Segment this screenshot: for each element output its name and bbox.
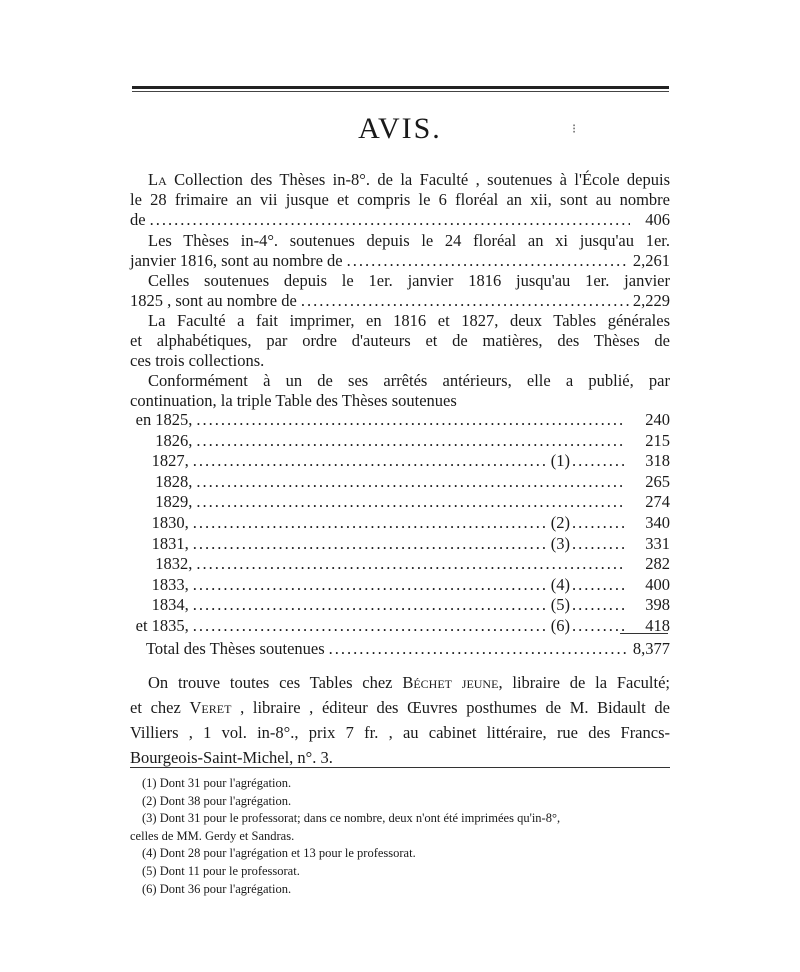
print-speck: ⁝ <box>572 122 577 137</box>
row-footnote-ref: (2) <box>550 512 570 532</box>
row-year: 1832, <box>155 554 193 574</box>
row-value: 240 <box>645 410 670 429</box>
footnote: (5) Dont 11 pour le professorat. <box>142 863 300 878</box>
closing-paragraph <box>130 670 670 770</box>
row-value: 418 <box>645 615 670 635</box>
table-row <box>130 616 670 637</box>
tables-line-2: et alphabétiques, par ordre d'auteurs et de matières, des Thèses de <box>130 331 670 350</box>
bookseller-name: Veret <box>189 698 232 717</box>
row-prefix: en <box>135 410 152 429</box>
footnote-rule <box>130 767 670 768</box>
closing-line-1-b: , libraire de la Faculté; <box>498 673 670 692</box>
since-1816-paragraph <box>130 271 670 311</box>
row-value: 265 <box>645 471 670 491</box>
closing-line-1-a: On trouve toutes ces Tables chez <box>148 673 393 692</box>
table-row <box>130 513 670 534</box>
closing-line-2-b: , libraire , éditeur des Œuvres posthumes de M. Bidault de <box>240 698 670 717</box>
row-value: 215 <box>645 430 670 450</box>
leader-dots <box>196 554 624 575</box>
leader-dots <box>193 616 547 637</box>
footnote: (6) Dont 36 pour l'agrégation. <box>142 881 292 896</box>
leader-dots <box>196 410 624 431</box>
page-title: AVIS. <box>358 112 442 145</box>
closing-line-4: Bourgeois-Saint-Michel, n°. 3. <box>130 748 333 767</box>
tables-paragraph <box>130 311 670 371</box>
total-value: 8,377 <box>632 639 670 658</box>
row-year: 1829, <box>155 492 193 512</box>
row-year: 1835, <box>151 615 189 635</box>
row-prefix <box>130 472 155 493</box>
continuation-paragraph <box>130 371 670 411</box>
row-footnote-ref: (5) <box>550 595 570 615</box>
intro-line-1 <box>130 170 670 190</box>
row-footnote-ref: (1) <box>550 451 570 471</box>
leader-dots <box>193 513 547 534</box>
leader-dots <box>347 251 629 271</box>
since-1816-line-1: Celles soutenues depuis le 1er. janvier 1816 jusqu'au 1er. janvier <box>148 271 670 290</box>
footnote: (1) Dont 31 pour l'agrégation. <box>142 776 292 790</box>
table-row <box>130 534 670 555</box>
footnote: (4) Dont 28 pour l'agrégation et 13 pour le professorat. <box>142 846 416 861</box>
row-value: 318 <box>645 451 670 471</box>
row-prefix <box>130 451 152 472</box>
leader-dots <box>193 595 547 616</box>
row-year: 1834, <box>151 595 189 615</box>
tables-line-1: La Faculté a fait imprimer, en 1816 et 1827, deux Tables générales <box>148 311 670 330</box>
row-year: 1830, <box>151 512 189 532</box>
total-row <box>146 638 670 660</box>
row-value: 274 <box>645 492 670 512</box>
row-value: 282 <box>645 554 670 574</box>
leader-dots <box>572 513 628 534</box>
footnotes <box>130 775 675 898</box>
row-year: 1833, <box>151 574 189 594</box>
table-row <box>130 472 670 493</box>
row-prefix <box>130 534 152 555</box>
row-year: 1825, <box>155 410 193 429</box>
table-row <box>130 554 670 575</box>
intro-lead: La <box>148 170 167 189</box>
intro-count-label: de <box>130 210 146 229</box>
table-row <box>130 492 670 513</box>
row-prefix <box>130 575 152 596</box>
row-year: 1826, <box>155 430 193 450</box>
row-footnote-ref: (6) <box>550 615 570 635</box>
closing-line-1 <box>130 670 670 695</box>
footnote: (2) Dont 38 pour l'agrégation. <box>142 793 292 808</box>
leader-dots <box>150 210 630 230</box>
top-rule-thin <box>132 91 669 92</box>
total-label: Total des Thèses soutenues <box>146 639 325 658</box>
row-prefix <box>130 595 152 616</box>
row-year: 1828, <box>155 471 193 491</box>
table-row <box>130 575 670 596</box>
closing-line-3: Villiers , 1 vol. in-8°., prix 7 fr. , au cabinet littéraire, rue des Francs- <box>130 723 670 742</box>
quarto-count-value: 2,261 <box>632 251 670 270</box>
tables-line-3: ces trois collections. <box>130 351 265 370</box>
leader-dots <box>193 451 547 472</box>
closing-line-2-a: et chez <box>130 698 181 717</box>
intro-count-value: 406 <box>645 210 670 229</box>
leader-dots <box>196 431 624 452</box>
leader-dots <box>196 492 624 513</box>
leader-dots <box>196 472 624 493</box>
table-row <box>130 431 670 452</box>
top-rule-thick <box>132 86 669 89</box>
yearly-table <box>130 410 670 637</box>
row-footnote-ref: (3) <box>550 533 570 553</box>
footnote-continuation: celles de MM. Gerdy et Sandras. <box>130 828 295 843</box>
leader-dots <box>301 291 629 311</box>
row-prefix <box>130 431 155 452</box>
total-line <box>146 638 670 660</box>
intro-line-1-text: Collection des Thèses in-8°. de la Faculté , soutenues à l'École depuis <box>174 170 671 189</box>
row-value: 398 <box>645 595 670 615</box>
row-prefix <box>130 492 155 513</box>
row-value: 400 <box>645 574 670 594</box>
table-row <box>130 410 670 431</box>
row-prefix <box>130 513 152 534</box>
continuation-line-1: Conformément à un de ses arrêtés antérieurs, elle a publié, par <box>148 371 670 390</box>
row-footnote-ref: (4) <box>550 574 570 594</box>
quarto-line-2 <box>130 251 670 271</box>
leader-dots <box>572 451 628 472</box>
leader-dots <box>193 575 547 596</box>
row-value: 331 <box>645 533 670 553</box>
table-row <box>130 595 670 616</box>
quarto-count-label: janvier 1816, sont au nombre de <box>130 251 343 270</box>
since-1816-count-value: 2,229 <box>632 291 670 310</box>
quarto-paragraph <box>130 231 670 271</box>
row-value: 340 <box>645 512 670 532</box>
since-1816-line-2 <box>130 291 670 311</box>
intro-paragraph <box>130 170 670 230</box>
closing-line-2 <box>130 695 670 720</box>
row-prefix <box>130 554 155 575</box>
intro-line-3 <box>130 210 670 230</box>
row-prefix: et <box>135 615 148 635</box>
footnote: (3) Dont 31 pour le professorat; dans ce nombre, deux n'ont été imprimées qu'in-8°, <box>142 811 561 826</box>
leader-dots <box>572 534 628 555</box>
leader-dots <box>572 595 628 616</box>
row-year: 1831, <box>151 533 189 553</box>
since-1816-count-label: 1825 , sont au nombre de <box>130 291 297 310</box>
sum-rule <box>620 633 668 634</box>
continuation-line-2: continuation, la triple Table des Thèses soutenues <box>130 391 457 410</box>
row-year: 1827, <box>151 451 189 471</box>
quarto-line-1: Les Thèses in-4°. soutenues depuis le 24 floréal an xi jusqu'au 1er. <box>148 231 670 250</box>
leader-dots <box>572 575 628 596</box>
table-row <box>130 451 670 472</box>
intro-line-2: le 28 frimaire an vii jusque et compris le 6 floréal an xii, sont au nombre <box>130 190 670 209</box>
leader-dots <box>193 534 547 555</box>
leader-dots <box>329 638 629 660</box>
publisher-name: Béchet jeune <box>402 673 499 692</box>
